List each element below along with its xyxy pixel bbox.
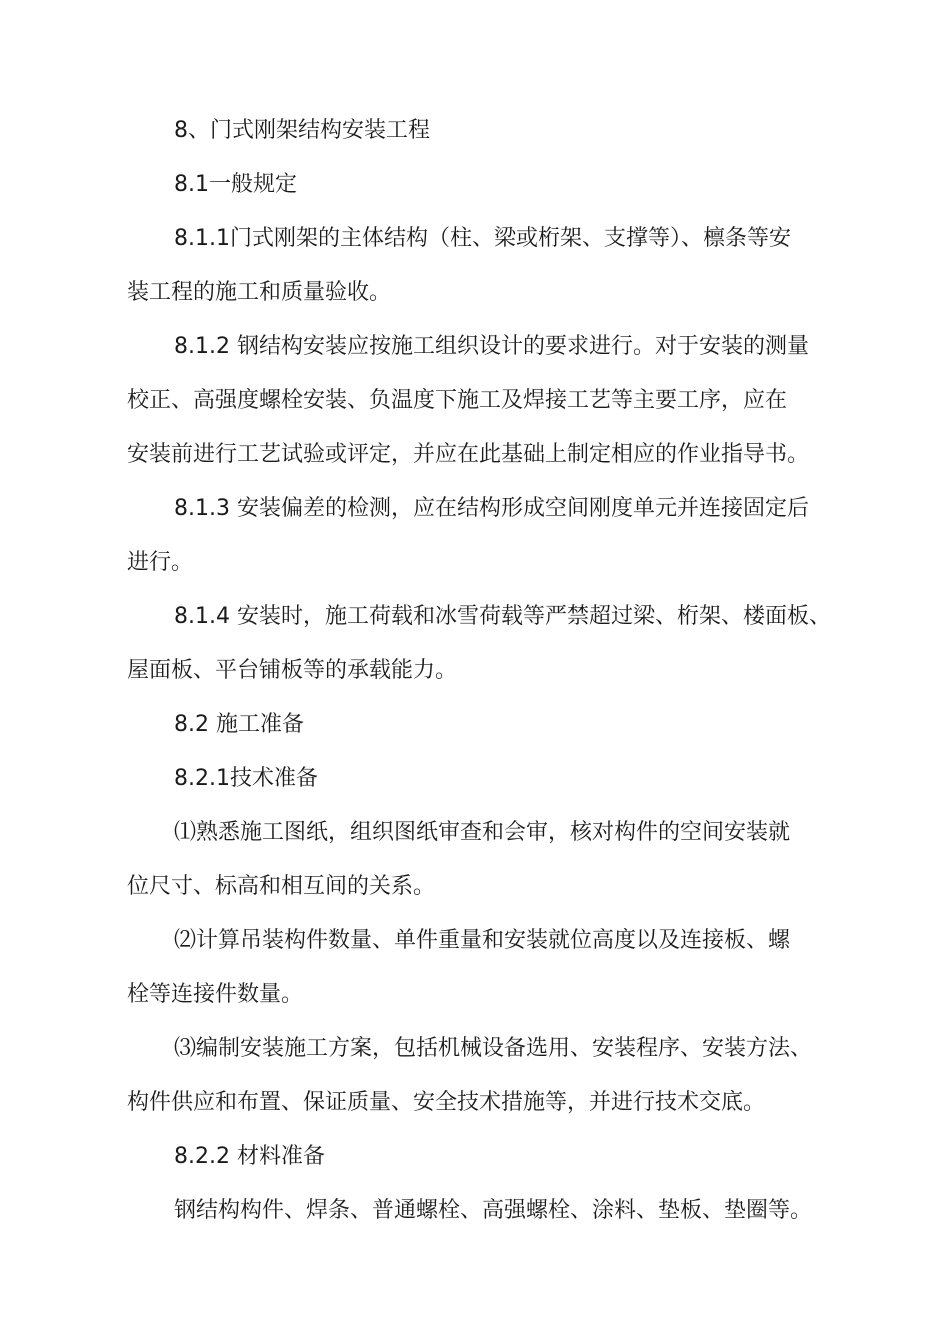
paragraph-line: 钢结构构件、焊条、普通螺栓、高强螺栓、涂料、垫板、垫圈等。: [174, 1198, 813, 1223]
paragraph-line: 8.1.2 钢结构安装应按施工组织设计的要求进行。对于安装的测量: [174, 334, 809, 359]
list-item-line: ⑵计算吊装构件数量、单件重量和安装就位高度以及连接板、螺: [174, 928, 791, 953]
subsection-heading-8-2-1: 8.2.1技术准备: [174, 766, 318, 791]
paragraph-line: 屋面板、平台铺板等的承载能力。: [127, 658, 458, 683]
paragraph-line: 安装前进行工艺试验或评定，并应在此基础上制定相应的作业指导书。: [127, 442, 810, 467]
paragraph-line: 8.1.1门式刚架的主体结构（柱、梁或桁架、支撑等）、檩条等安: [174, 226, 791, 251]
paragraph-line: 装工程的施工和质量验收。: [127, 280, 392, 305]
paragraph-line: 进行。: [127, 550, 194, 575]
list-item-line: 位尺寸、标高和相互间的关系。: [127, 874, 436, 899]
list-item-line: 构件供应和布置、保证质量、安全技术措施等，并进行技术交底。: [127, 1090, 766, 1115]
paragraph-line: 校正、高强度螺栓安装、负温度下施工及焊接工艺等主要工序，应在: [127, 388, 788, 413]
subsection-heading-8-1: 8.1一般规定: [174, 172, 297, 197]
list-item-line: ⑶编制安装施工方案，包括机械设备选用、安装程序、安装方法、: [174, 1036, 813, 1061]
section-heading-8: 8、门式刚架结构安装工程: [174, 118, 430, 143]
list-item-line: ⑴熟悉施工图纸，组织图纸审查和会审，核对构件的空间安装就: [174, 820, 791, 845]
paragraph-line: 8.1.4 安装时，施工荷载和冰雪荷载等严禁超过梁、桁架、楼面板、: [174, 604, 831, 629]
subsection-heading-8-2-2: 8.2.2 材料准备: [174, 1144, 325, 1169]
paragraph-line: 8.1.3 安装偏差的检测，应在结构形成空间刚度单元并连接固定后: [174, 496, 809, 521]
subsection-heading-8-2: 8.2 施工准备: [174, 712, 304, 737]
list-item-line: 栓等连接件数量。: [127, 982, 304, 1007]
